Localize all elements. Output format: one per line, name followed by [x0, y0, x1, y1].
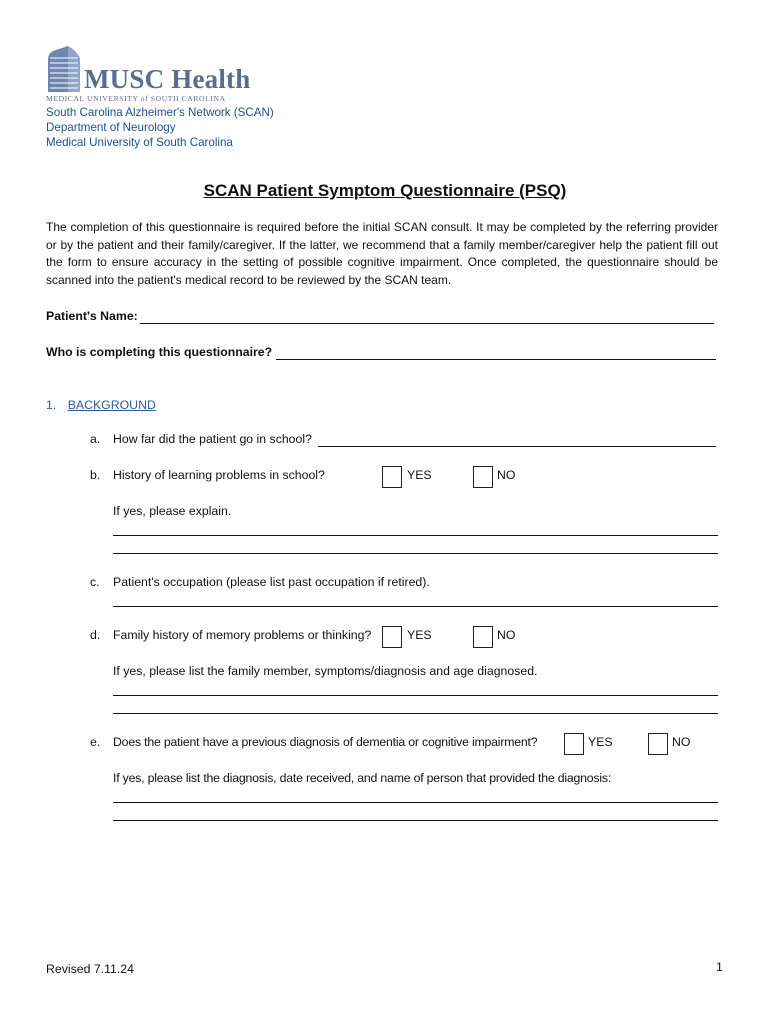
question-b-no-label: NO: [497, 468, 516, 482]
section-number: 1.: [46, 398, 57, 412]
question-d-followup: If yes, please list the family member, symptoms/diagnosis and age diagnosed.: [113, 664, 538, 678]
org-line-network: South Carolina Alzheimer's Network (SCAN): [46, 106, 274, 119]
org-line-university: Medical University of South Carolina: [46, 136, 233, 149]
question-b-no-checkbox[interactable]: [473, 466, 493, 488]
intro-paragraph: The completion of this questionnaire is required before the initial SCAN consult. It may be completed by the referring provider or by the patient and their family/caregiver. If the latter, we recommend that a family member/caregiver help the patient fill out the form to ensure accuracy in the setting of possible cognitive impairment. Once completed, the questionnaire should be scanned into the patient's medical record to be reviewed by the SCAN team.: [46, 220, 718, 287]
question-d-answer-line-2[interactable]: [113, 713, 718, 714]
question-d-answer-line-1[interactable]: [113, 695, 718, 696]
question-d-no-label: NO: [497, 628, 516, 642]
question-a-text: How far did the patient go in school?: [113, 432, 312, 446]
revision-date: Revised 7.11.24: [46, 962, 134, 976]
question-b-yes-checkbox[interactable]: [382, 466, 402, 488]
question-e-yes-label: YES: [588, 735, 613, 749]
question-c-text: Patient's occupation (please list past occupation if retired).: [113, 575, 430, 589]
question-b-answer-line-2[interactable]: [113, 553, 718, 554]
question-b-yes-label: YES: [407, 468, 432, 482]
question-e-answer-line-1[interactable]: [113, 802, 718, 803]
musc-logo-icon: [46, 44, 82, 94]
completer-label: Who is completing this questionnaire?: [46, 345, 273, 359]
question-d-yes-checkbox[interactable]: [382, 626, 402, 648]
question-e-yes-checkbox[interactable]: [564, 733, 584, 755]
question-e-no-label: NO: [672, 735, 691, 749]
question-e-answer-line-2[interactable]: [113, 820, 718, 821]
page-title: SCAN Patient Symptom Questionnaire (PSQ): [203, 181, 567, 200]
question-d-letter: d.: [90, 628, 101, 642]
question-a-letter: a.: [90, 432, 101, 446]
question-c-answer-line[interactable]: [113, 606, 718, 607]
question-e-no-checkbox[interactable]: [648, 733, 668, 755]
page-number: 1: [716, 960, 723, 974]
logo-subtext: MEDICAL UNIVERSITY of SOUTH CAROLINA: [46, 94, 226, 103]
section-heading: [46, 398, 156, 412]
question-b-letter: b.: [90, 468, 101, 482]
question-b-followup: If yes, please explain.: [113, 504, 232, 518]
question-b-text: History of learning problems in school?: [113, 468, 325, 482]
question-a-answer-line[interactable]: [318, 446, 716, 447]
completer-field[interactable]: [276, 359, 716, 360]
question-c-letter: c.: [90, 575, 100, 589]
patient-name-label: Patient's Name:: [46, 309, 138, 323]
logo-text: MUSC Health: [84, 64, 251, 94]
question-b-answer-line-1[interactable]: [113, 535, 718, 536]
question-e-letter: e.: [90, 735, 101, 749]
patient-name-field[interactable]: [140, 323, 714, 324]
question-d-text: Family history of memory problems or thinking?: [113, 628, 372, 642]
question-d-yes-label: YES: [407, 628, 432, 642]
org-line-department: Department of Neurology: [46, 121, 176, 134]
section-title: BACKGROUND: [67, 398, 156, 412]
question-d-no-checkbox[interactable]: [473, 626, 493, 648]
question-e-text: Does the patient have a previous diagnosis of dementia or cognitive impairment?: [113, 735, 538, 749]
question-e-followup: If yes, please list the diagnosis, date received, and name of person that provided the diagnosis:: [113, 771, 612, 785]
